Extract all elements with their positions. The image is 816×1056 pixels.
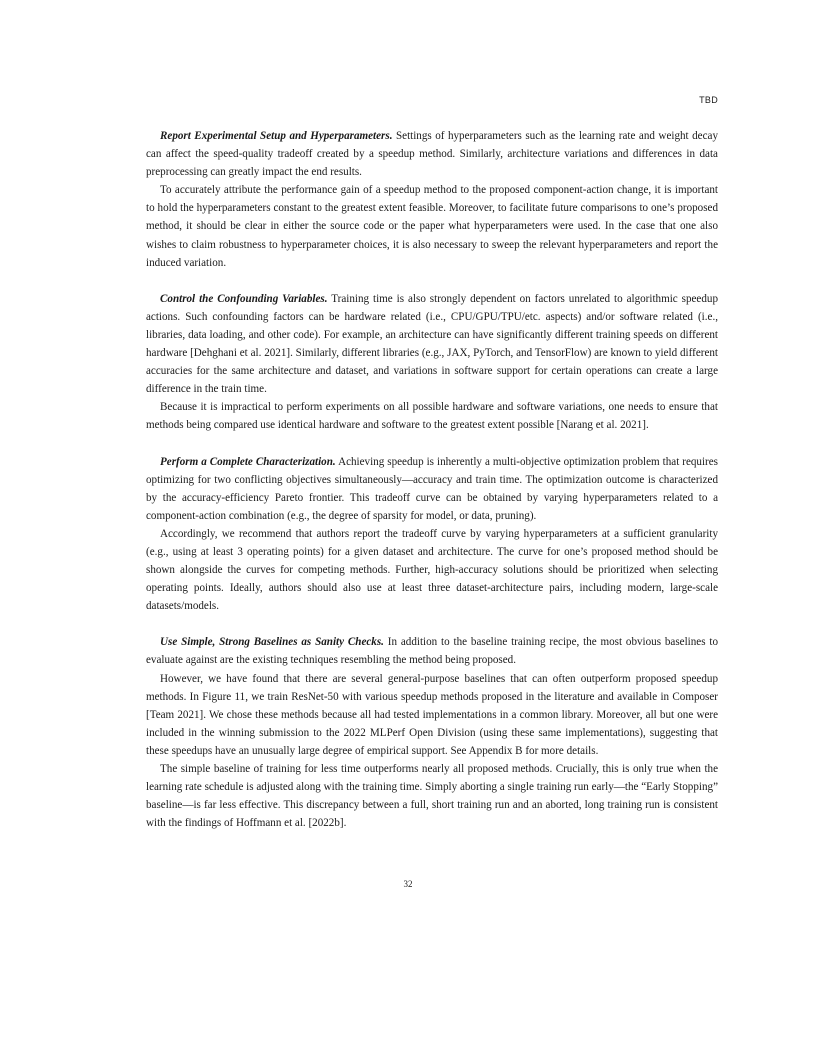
running-head: TBD <box>699 95 718 105</box>
paragraph-text: Training time is also strongly dependent on factors unrelated to algorithmic speedup actions. Such confounding factors can be hardware related (i.e., CPU/GPU/TPU/etc. aspects) and/or software related (i.e., libraries, data loading, and other code). For example, an architecture can have significantly different training speeds on different hardware [Dehghani et al. 2021]. Similarly, different libraries (e.g., JAX, PyTorch, and TensorFlow) are known to yield different accuracies for the same architecture and dataset, and variations in software support for certain operations can create a large difference in the train time. <box>146 292 718 396</box>
main-text <box>146 127 718 850</box>
paragraph: The simple baseline of training for less time outperforms nearly all proposed methods. Crucially, this is only true when the learning rate schedule is adjusted along with the training time. Simply aborting a single training run early—the “Early Stopping” baseline—is far less effective. This discrepancy between a full, short training run and an aborted, long training run is consistent with the findings of Hoffmann et al. [2022b]. <box>146 763 718 830</box>
section-report-setup <box>146 127 718 272</box>
section-heading: Report Experimental Setup and Hyperparameters. <box>160 130 393 142</box>
paragraph: Accordingly, we recommend that authors report the tradeoff curve by varying hyperparameters at a sufficient granularity (e.g., using at least 3 operating points) for a given dataset and architecture. The curve for one’s proposed method should be shown alongside the curves for competing methods. Further, high-accuracy solutions should be prioritized when selecting operating points. Ideally, authors should also use at least three dataset-architecture pairs, including modern, large-scale datasets/models. <box>146 527 718 613</box>
section-heading: Use Simple, Strong Baselines as Sanity Checks. <box>160 636 384 649</box>
paragraph <box>146 453 718 525</box>
paragraph: To accurately attribute the performance gain of a speedup method to the proposed component-action change, it is important to hold the hyperparameters constant to the greatest extent feasible. Moreover, to facilitate future comparisons to one’s proposed method, it should be clear in either the source code or the paper what hyperparameters were used. In the case that one also wishes to claim robustness to hyperparameter choices, it is also necessary to sweep the relevant hyperparameters and report the induced variation. <box>146 184 718 269</box>
section-heading: Control the Confounding Variables. <box>160 292 328 305</box>
section-strong-baselines <box>146 633 718 832</box>
page-number: 32 <box>403 879 413 889</box>
paragraph-text: Achieving speedup is inherently a multi-objective optimization problem that requires optimizing for two conflicting objectives simultaneously—accuracy and train time. The optimization outcome is characterized by the accuracy-efficiency Pareto frontier. This tradeoff curve can be obtained by varying hyperparameters related to a component-action combination (e.g., the degree of sparsity for model, or data, pruning). <box>146 455 718 522</box>
paragraph-text: In addition to the baseline training recipe, the most obvious baselines to evaluate against are the existing techniques resembling the method being proposed. <box>146 636 719 667</box>
section-confounding-variables <box>146 290 718 435</box>
paragraph <box>146 290 718 399</box>
section-complete-characterization <box>146 453 718 616</box>
paragraph <box>146 633 718 669</box>
paragraph: However, we have found that there are several general-purpose baselines that can often outperform proposed speedup methods. In Figure 11, we train ResNet-50 with various speedup methods proposed in the literature and available in Composer [Team 2021]. We chose these methods because all had tested implementations in a common library. Moreover, all but one were included in the winning submission to the 2022 MLPerf Open Division (using these same implementations), suggesting that these speedups have an unusually large degree of empirical support. See Appendix B for more details. <box>146 672 718 757</box>
section-heading: Perform a Complete Characterization. <box>160 455 336 468</box>
paragraph <box>146 127 718 181</box>
paragraph: Because it is impractical to perform experiments on all possible hardware and software variations, one needs to ensure that methods being compared use identical hardware and software to the greatest extent possible [Narang et al. 2021]. <box>146 401 718 432</box>
paragraph-text: Settings of hyperparameters such as the learning rate and weight decay can affect the speed-quality tradeoff created by a speedup method. Similarly, architecture variations and differences in data preprocessing can greatly impact the end results. <box>146 130 718 179</box>
